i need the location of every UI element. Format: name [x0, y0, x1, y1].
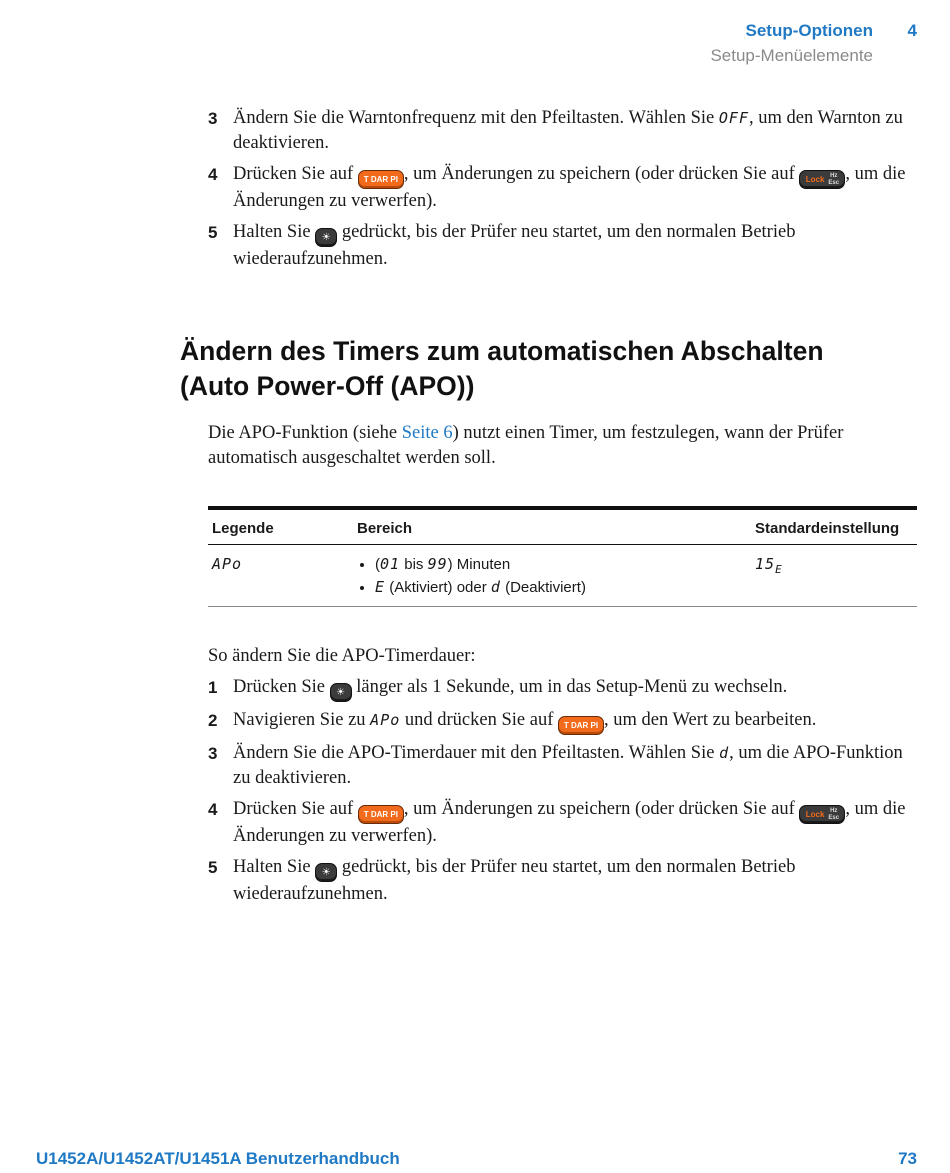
step-text: Ändern Sie die Warntonfrequenz mit den Pfeiltasten. Wählen Sie [233, 108, 719, 128]
backlight-key-icon: ☀ [330, 683, 352, 702]
step-item [208, 675, 920, 702]
procedure-intro: So ändern Sie die APO-Timerdauer: [208, 646, 476, 666]
range-text: bis [400, 556, 428, 573]
lock-key-label: Lock [805, 810, 825, 819]
section-heading: Ändern des Timers zum automatischen Abschalten (Auto Power-Off (APO)) [180, 336, 824, 401]
footer-manual-title: U1452A/U1452AT/U1451A Benutzerhandbuch [36, 1149, 400, 1168]
apo-settings-table [208, 506, 917, 607]
lcd-segment-text: 99 [427, 555, 448, 573]
intro-text: ) nutzt einen Timer, um festzulegen, wann der Prüfer automatisch ausgeschaltet werden soll. [208, 423, 844, 468]
step-text: , um die Änderungen zu verwerfen). [233, 799, 906, 846]
header-standardeinstellung: Standardeinstellung [751, 508, 917, 545]
cell-range [353, 545, 751, 607]
lcd-segment-text: 01 [380, 555, 401, 573]
esc-label: Esc [828, 179, 840, 186]
step-text: , um Änderungen zu speichern (oder drücken Sie auf [403, 799, 800, 819]
section-intro [208, 421, 920, 471]
hz-esc-key-label [828, 173, 839, 187]
cell-default [751, 545, 917, 607]
lcd-segment-text: APo [212, 555, 243, 573]
step-item [208, 162, 920, 214]
step-number: 5 [208, 858, 218, 877]
range-text: (Aktiviert) oder [385, 579, 491, 596]
lcd-segment-text: E [375, 578, 386, 596]
step-number: 4 [208, 800, 218, 819]
table-row [208, 545, 917, 607]
range-text: ) Minuten [447, 556, 511, 573]
step-item [208, 741, 920, 791]
steps-top-list [208, 106, 920, 278]
lcd-segment-text: 15 [755, 555, 776, 573]
footer-page-number: 73 [898, 1149, 917, 1168]
step-item [208, 708, 920, 735]
step-text: Drücken Sie auf [233, 164, 358, 184]
step-number: 2 [208, 711, 218, 730]
step-text: , um Änderungen zu speichern (oder drücken Sie auf [403, 164, 800, 184]
step-number: 4 [208, 165, 218, 184]
page-reference-link[interactable]: Seite 6 [401, 423, 453, 443]
step-text: länger als 1 Sekunde, um in das Setup-Menü zu wechseln. [351, 677, 788, 697]
header-bereich: Bereich [353, 508, 751, 545]
range-item: • (01 bis 99) Minuten [375, 553, 747, 576]
step-item [208, 797, 920, 849]
step-text: , um die Änderungen zu verwerfen). [233, 164, 906, 211]
step-text: gedrückt, bis der Prüfer neu startet, um den normalen Betrieb wiederaufzunehmen. [233, 857, 796, 904]
step-text: , um den Wert zu bearbeiten. [604, 710, 817, 730]
chapter-title: Setup-Optionen [745, 21, 873, 40]
step-item [208, 106, 920, 156]
step-text: Navigieren Sie zu [233, 710, 371, 730]
lcd-segment-text: APo [370, 711, 401, 729]
step-text: Ändern Sie die APO-Timerdauer mit den Pfeiltasten. Wählen Sie [233, 743, 720, 763]
step-text: und drücken Sie auf [400, 710, 558, 730]
step-number: 1 [208, 678, 218, 697]
step-item [208, 220, 920, 272]
backlight-key-icon: ☀ [315, 228, 337, 247]
lcd-segment-text: d [719, 744, 730, 762]
chapter-subtitle: Setup-Menüelemente [710, 46, 873, 65]
lock-esc-key-icon [799, 170, 845, 189]
step-item [208, 855, 920, 907]
chapter-number: 4 [907, 21, 917, 40]
lock-key-label: Lock [805, 175, 825, 184]
step-text: Halten Sie [233, 857, 316, 877]
range-text: (Deaktiviert) [500, 579, 586, 596]
lock-esc-key-icon [799, 805, 845, 824]
step-number: 3 [208, 744, 218, 763]
range-item [375, 576, 747, 599]
step-number: 5 [208, 223, 218, 242]
step-text: Halten Sie [233, 222, 316, 242]
esc-label: Esc [828, 814, 840, 821]
step-text: , um die APO-Funktion zu deaktivieren. [233, 743, 903, 788]
step-text: , um den Warnton zu deaktivieren. [233, 108, 903, 153]
steps-bottom-list [208, 675, 920, 913]
t-dar-pi-key-icon: T DAR PI [558, 716, 604, 735]
t-dar-pi-key-icon: T DAR PI [358, 170, 404, 189]
header-legende: Legende [208, 508, 353, 545]
lcd-segment-subscript: E [775, 563, 783, 576]
hz-label: Hz [830, 172, 838, 179]
hz-esc-key-label [828, 808, 839, 822]
table-header-row [208, 508, 917, 545]
hz-label: Hz [830, 807, 838, 814]
step-text: gedrückt, bis der Prüfer neu startet, um den normalen Betrieb wiederaufzunehmen. [233, 222, 796, 269]
lcd-segment-text: OFF [718, 109, 749, 127]
step-text: Drücken Sie auf [233, 799, 358, 819]
cell-legend [208, 545, 353, 607]
step-number: 3 [208, 109, 218, 128]
lcd-segment-text: d [490, 578, 501, 596]
t-dar-pi-key-icon: T DAR PI [358, 805, 404, 824]
step-text: Drücken Sie [233, 677, 330, 697]
intro-text: Die APO-Funktion (siehe [208, 423, 402, 443]
backlight-key-icon: ☀ [315, 863, 337, 882]
